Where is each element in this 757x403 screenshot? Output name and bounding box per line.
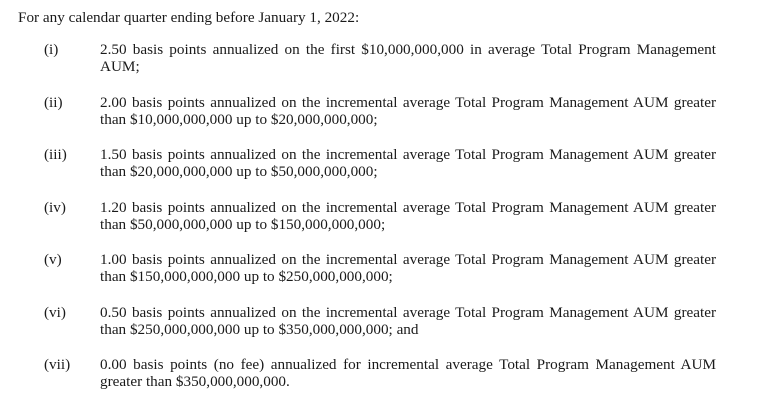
- list-item-text: 1.50 basis points annualized on the incremental average Total Program Management AUM greater than $20,000,000,000 up to $50,000,000,000;: [100, 146, 716, 180]
- intro-paragraph: For any calendar quarter ending before January 1, 2022:: [18, 9, 360, 26]
- list-item-number: (v): [44, 251, 62, 268]
- list-item-number: (iii): [44, 146, 67, 163]
- list-item-text: 0.00 basis points (no fee) annualized for incremental average Total Program Management AUM greater than $350,000,000,000.: [100, 356, 716, 390]
- list-item-number: (vi): [44, 304, 66, 321]
- list-item-number: (ii): [44, 94, 63, 111]
- list-item-number: (vii): [44, 356, 71, 373]
- list-item-text: 1.00 basis points annualized on the incremental average Total Program Management AUM greater than $150,000,000,000 up to $250,000,000,000;: [100, 251, 716, 285]
- list-item-text: 0.50 basis points annualized on the incremental average Total Program Management AUM greater than $250,000,000,000 up to $350,000,000,000; and: [100, 304, 716, 338]
- list-item-text: 1.20 basis points annualized on the incremental average Total Program Management AUM greater than $50,000,000,000 up to $150,000,000,000;: [100, 199, 716, 233]
- list-item-number: (iv): [44, 199, 66, 216]
- list-item-number: (i): [44, 41, 59, 58]
- list-item-text: 2.00 basis points annualized on the incremental average Total Program Management AUM greater than $10,000,000,000 up to $20,000,000,000;: [100, 94, 716, 128]
- list-item-text: 2.50 basis points annualized on the first $10,000,000,000 in average Total Program Management AUM;: [100, 41, 716, 75]
